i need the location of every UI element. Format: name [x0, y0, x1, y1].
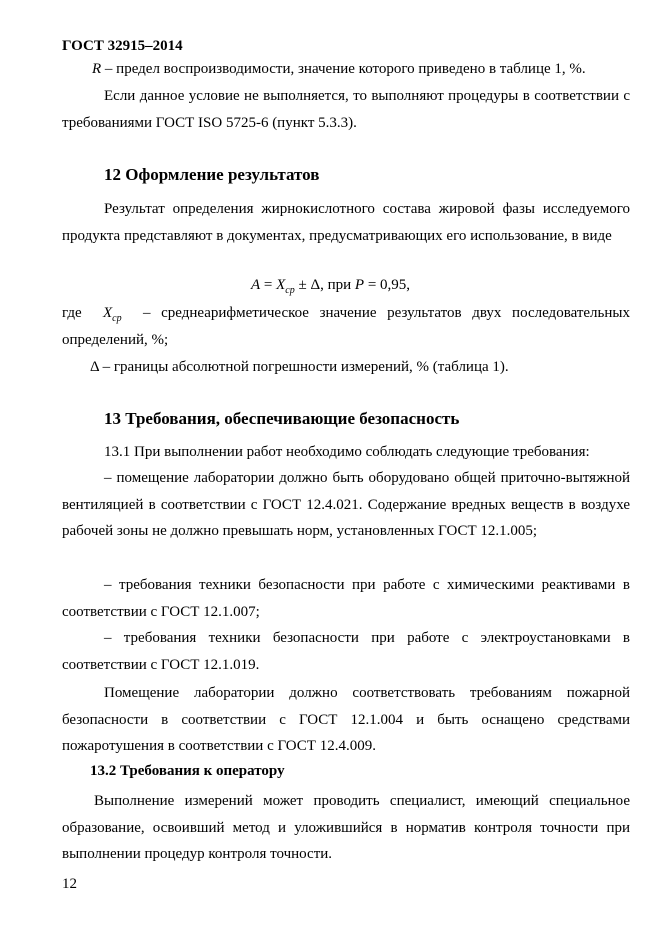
formula-rest: ± Δ, при: [294, 277, 355, 293]
requirement-chemicals: – требования техники безопасности при работе с химическими реактивами в соответствии с ГОСТ 12.1.007;: [62, 577, 630, 620]
result-formula: [0, 275, 661, 301]
r-definition-text: – предел воспроизводимости, значение которого приведено в таблице 1, %.: [101, 61, 586, 77]
condition-paragraph: Если данное условие не выполняется, то выполняют процедуры в соответствии с требованиями ГОСТ ISO 5725-6 (пункт 5.3.3).: [62, 88, 630, 131]
formula-a: А: [250, 277, 261, 293]
fire-safety-paragraph: Помещение лаборатории должно соответствовать требованиям пожарной безопасности в соответствии с ГОСТ 12.1.004 и быть оснащено средствами пожаротушения в соответствии с ГОСТ 12.4.009.: [62, 685, 630, 754]
section-12-paragraph: Результат определения жирнокислотного состава жировой фазы исследуемого продукта представляют в документах, предусматривающих его использование, в виде: [62, 201, 630, 244]
section-13-2-title: 13.2 Требования к оператору: [90, 763, 285, 779]
formula-eq: =: [260, 277, 277, 293]
where-symbol-sub: ср: [112, 313, 122, 324]
document-header: ГОСТ 32915–2014: [62, 38, 183, 54]
section-12-title: 12 Оформление результатов: [104, 165, 320, 184]
where-symbol: Х: [103, 305, 113, 321]
where-explanation: [62, 300, 630, 353]
where-label: где: [62, 305, 82, 321]
section-13-title: 13 Требования, обеспечивающие безопасность: [104, 409, 460, 428]
section-13-2-text: Выполнение измерений может проводить специалист, имеющий специальное образование, освоивший метод и уложившийся в норматив контроля точности при выполнении процедур контроля точности.: [62, 793, 630, 862]
page-number: 12: [62, 876, 77, 892]
r-symbol: R: [92, 61, 102, 77]
formula-x: Х: [276, 277, 286, 293]
r-definition: [62, 56, 630, 83]
section-13-1: 13.1 При выполнении работ необходимо соблюдать следующие требования:: [104, 444, 590, 460]
where-text: – среднеарифметическое значение результатов двух последовательных определений, %;: [62, 305, 630, 348]
requirement-ventilation: – помещение лаборатории должно быть оборудовано общей приточно-вытяжной вентиляцией в соответствии с ГОСТ 12.4.021. Содержание вредных веществ в воздухе рабочей зоны не должно превышать норм, установленных ГОСТ 12.1.005;: [62, 470, 630, 539]
delta-definition: Δ – границы абсолютной погрешности измерений, % (таблица 1).: [90, 359, 509, 375]
formula-p-value: = 0,95,: [364, 277, 411, 293]
formula-x-sub: ср: [285, 285, 295, 296]
formula-p: Р: [354, 277, 365, 293]
requirement-electrical: – требования техники безопасности при работе с электроустановками в соответствии с ГОСТ 12.1.019.: [62, 630, 630, 673]
